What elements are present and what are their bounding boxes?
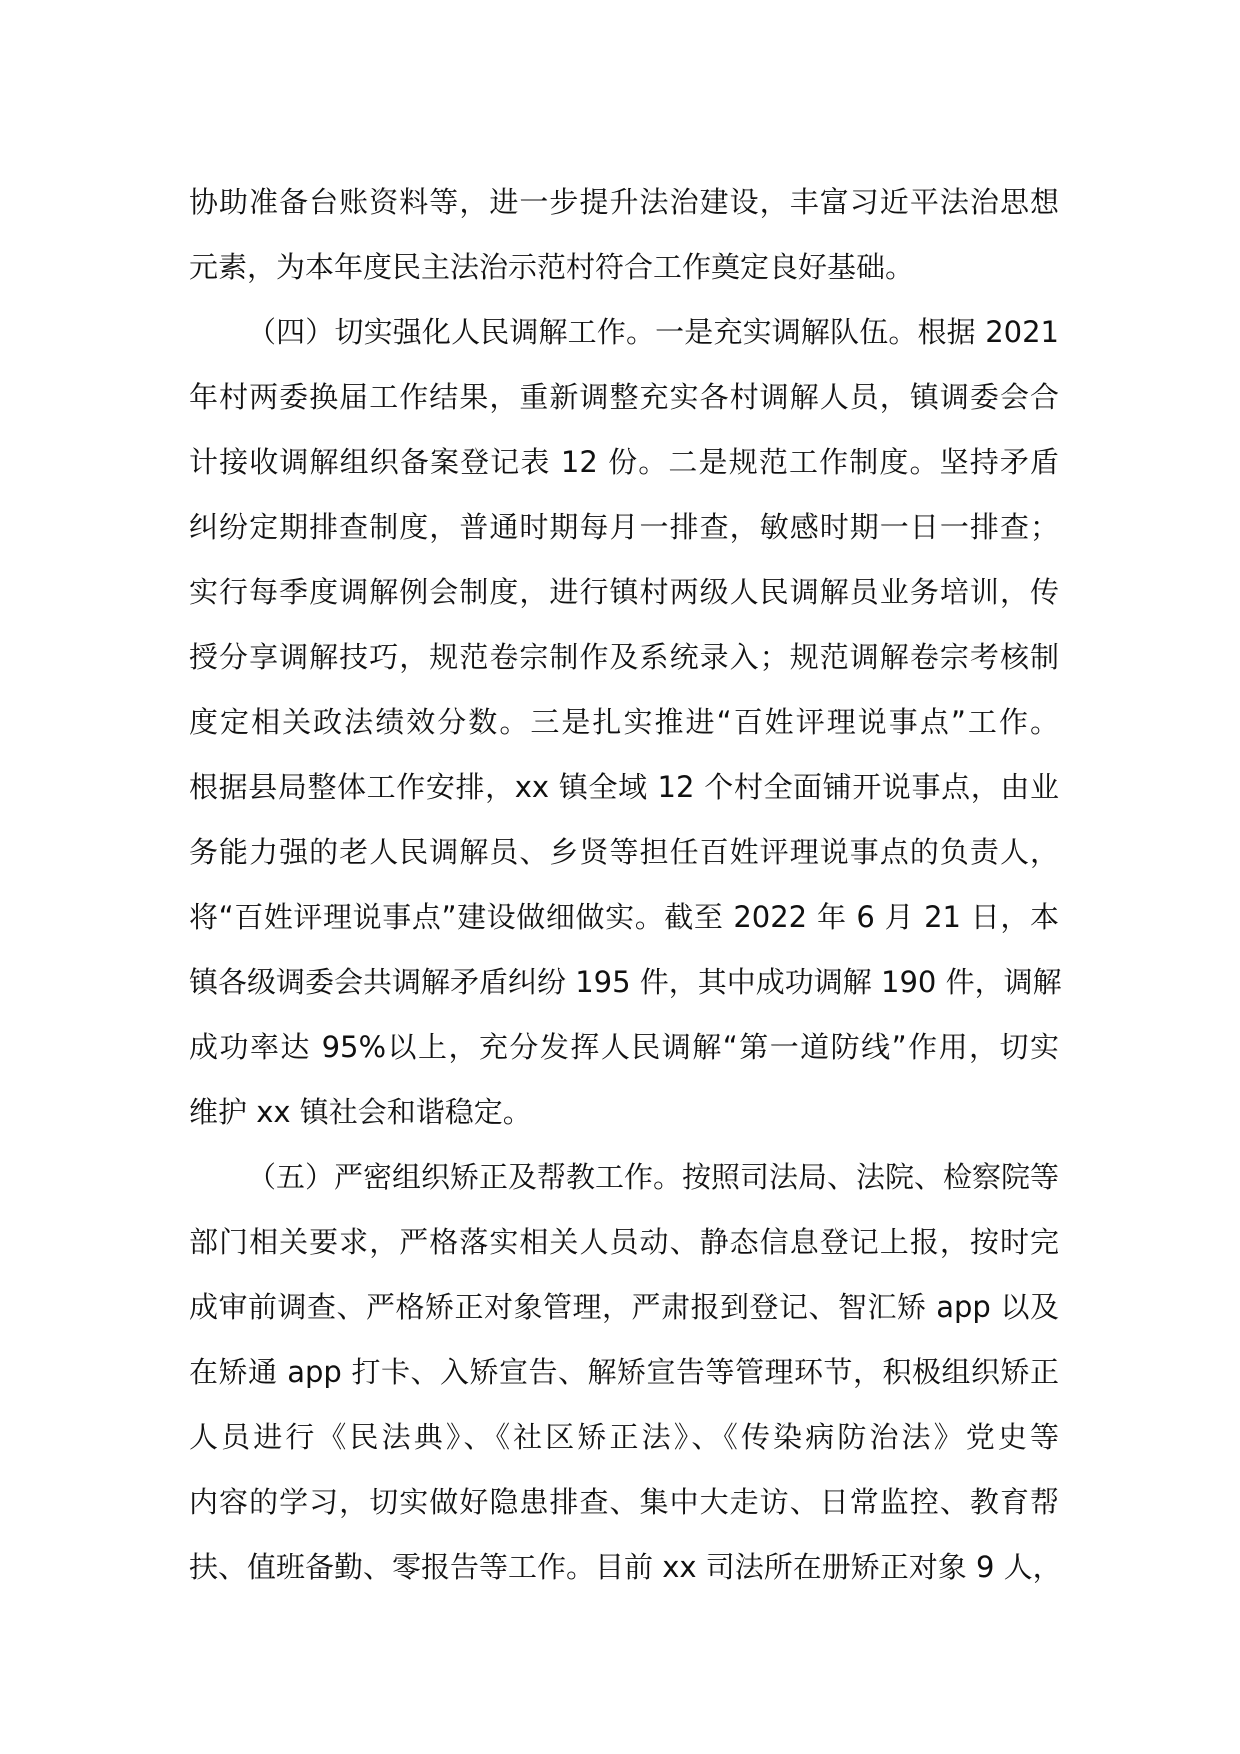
text-line: 授分享调解技巧，规范卷宗制作及系统录入；规范调解卷宗考核制 — [189, 640, 1059, 674]
paragraph-correction-assistance — [189, 1145, 1062, 1600]
paragraph-rule-of-law-summary — [189, 170, 1059, 300]
text-line: 扶、值班备勤、零报告等工作。目前 xx 司法所在册矫正对象 9 人， — [189, 1550, 1062, 1584]
text-line: 实行每季度调解例会制度，进行镇村两级人民调解员业务培训，传 — [189, 575, 1059, 609]
text-line: 将“百姓评理说事点”建设做细做实。截至 2022 年 6 月 21 日，本 — [189, 900, 1059, 934]
text-line: （四）切实强化人民调解工作。一是充实调解队伍。根据 2021 — [247, 315, 1059, 349]
text-line: 元素，为本年度民主法治示范村符合工作奠定良好基础。 — [189, 250, 915, 284]
text-line: 人员进行《民法典》、《社区矫正法》、《传染病防治法》党史等 — [189, 1420, 1059, 1454]
text-line: 协助准备台账资料等，进一步提升法治建设，丰富习近平法治思想 — [189, 185, 1059, 219]
text-line: 务能力强的老人民调解员、乡贤等担任百姓评理说事点的负责人， — [189, 835, 1059, 869]
text-line: 维护 xx 镇社会和谐稳定。 — [189, 1095, 532, 1129]
text-line: 计接收调解组织备案登记表 12 份。二是规范工作制度。坚持矛盾 — [189, 445, 1059, 479]
text-line: 纠纷定期排查制度，普通时期每月一排查，敏感时期一日一排查； — [189, 510, 1059, 544]
text-line: （五）严密组织矫正及帮教工作。按照司法局、法院、检察院等 — [247, 1160, 1060, 1194]
text-line: 在矫通 app 打卡、入矫宣告、解矫宣告等管理环节，积极组织矫正 — [189, 1355, 1059, 1389]
text-line: 根据县局整体工作安排，xx 镇全域 12 个村全面铺开说事点，由业 — [189, 770, 1059, 804]
text-line: 年村两委换届工作结果，重新调整充实各村调解人员，镇调委会合 — [189, 380, 1059, 414]
text-line: 度定相关政法绩效分数。三是扎实推进“百姓评理说事点”工作。 — [189, 705, 1059, 739]
text-line: 成功率达 95%以上，充分发挥人民调解“第一道防线”作用，切实 — [189, 1030, 1059, 1064]
text-line: 成审前调查、严格矫正对象管理，严肃报到登记、智汇矫 app 以及 — [189, 1290, 1059, 1324]
document-page — [189, 170, 1062, 1600]
text-line: 内容的学习，切实做好隐患排查、集中大走访、日常监控、教育帮 — [189, 1485, 1059, 1519]
paragraph-people-mediation — [189, 300, 1062, 1145]
text-line: 部门相关要求，严格落实相关人员动、静态信息登记上报，按时完 — [189, 1225, 1059, 1259]
text-line: 镇各级调委会共调解矛盾纠纷 195 件，其中成功调解 190 件，调解 — [189, 965, 1062, 999]
